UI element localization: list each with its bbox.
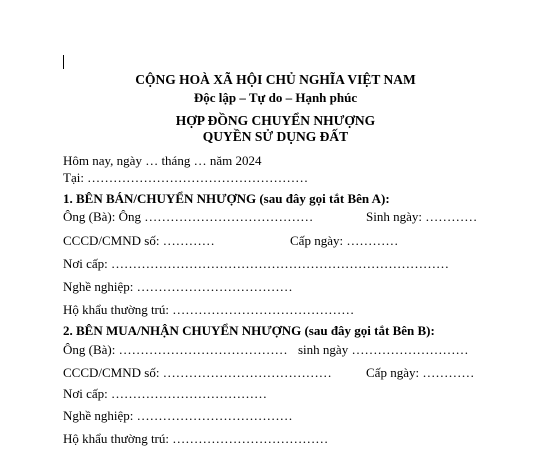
place-line: Tại: …………………………………………… xyxy=(63,170,309,185)
party-a-heading: 1. BÊN BÁN/CHUYỂN NHƯỢNG (sau đây gọi tắt Bên A): xyxy=(63,191,390,206)
party-b-id: CCCD/CMND số: ………………………………… xyxy=(63,365,332,380)
party-b-heading: 2. BÊN MUA/NHẬN CHUYỂN NHƯỢNG (sau đây gọi tắt Bên B): xyxy=(63,323,435,338)
party-b-issue-place: Nơi cấp: ……………………………… xyxy=(63,386,268,401)
party-b-issue-date: Cấp ngày: ………… xyxy=(366,365,475,380)
text-cursor xyxy=(63,55,64,69)
party-a-residence: Hộ khẩu thường trú: …………………………………… xyxy=(63,302,355,317)
contract-title-line1: HỢP ĐỒNG CHUYỂN NHƯỢNG xyxy=(175,113,376,128)
party-a-birth: Sinh ngày: ………… xyxy=(366,209,478,224)
party-b-job: Nghề nghiệp: ……………………………… xyxy=(63,408,293,423)
party-b-residence: Hộ khẩu thường trú: ……………………………… xyxy=(63,431,329,446)
party-a-name: Ông (Bà): Ông ………………………………… xyxy=(63,209,314,224)
party-a-id: CCCD/CMND số: ………… xyxy=(63,233,215,248)
party-a-issue-date: Cấp ngày: ………… xyxy=(290,233,399,248)
contract-title-line2: QUYỀN SỬ DỤNG ĐẤT xyxy=(202,129,349,144)
country-heading: CỘNG HOÀ XÃ HỘI CHỦ NGHĨA VIỆT NAM xyxy=(135,72,416,87)
motto: Độc lập – Tự do – Hạnh phúc xyxy=(193,90,358,105)
party-b-name: Ông (Bà): ………………………………… xyxy=(63,342,288,357)
date-line: Hôm nay, ngày … tháng … năm 2024 xyxy=(63,153,262,168)
party-b-birth: sinh ngày ……………………… xyxy=(298,342,469,357)
party-a-issue-place: Nơi cấp: …………………………………………………………………… xyxy=(63,256,450,271)
party-a-job: Nghề nghiệp: ……………………………… xyxy=(63,279,293,294)
